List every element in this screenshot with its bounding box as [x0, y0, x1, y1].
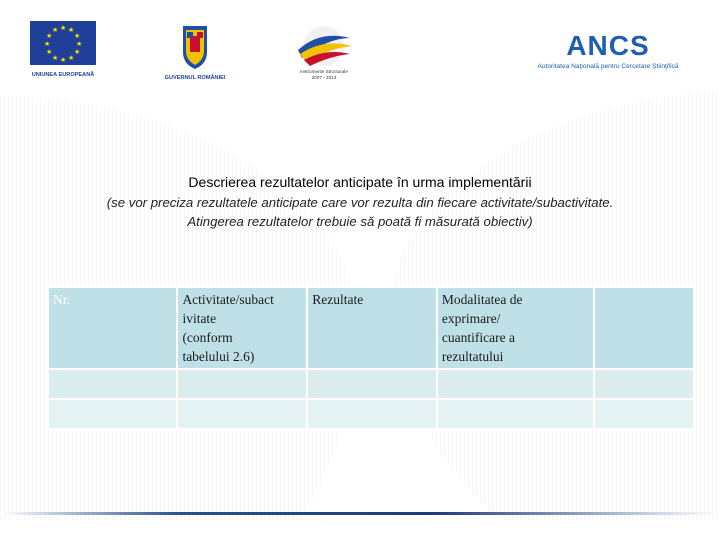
section-subtitle: [0, 193, 720, 231]
eu-flag-logo: [28, 21, 98, 81]
struct-caption-line2: 2007 - 2013: [311, 75, 337, 80]
table-row: [48, 399, 694, 429]
gov-caption: GUVERNUL ROMÂNIEI: [164, 75, 226, 81]
table-cell[interactable]: [437, 369, 595, 399]
structural-instruments-logo: [290, 20, 358, 82]
table-cell[interactable]: [437, 399, 595, 429]
header-activity-line: (conform: [182, 330, 233, 345]
table-cell[interactable]: [307, 399, 437, 429]
header-results: Rezultate: [307, 287, 437, 369]
table-cell[interactable]: [48, 399, 177, 429]
header-quantification-line: rezultatului: [441, 349, 504, 364]
svg-text:★: ★: [74, 32, 81, 40]
svg-text:★: ★: [52, 26, 59, 34]
ancs-wordmark: ANCS: [566, 30, 650, 61]
eu-caption: UNIUNEA EUROPEANĂ: [31, 72, 95, 78]
table-cell[interactable]: [177, 369, 307, 399]
header-activity-line: Activitate/subact: [182, 292, 274, 307]
table-header-row: [48, 287, 694, 369]
subtitle-line-1: (se vor preciza rezultatele anticipate care vor rezulta din fiecare activitate/subactivitate.: [106, 195, 614, 210]
subtitle-line-2: Atingerea rezultatelor trebuie să poată fi măsurată obiectiv): [187, 214, 533, 229]
table-row: [48, 369, 694, 399]
footer-bar: [0, 512, 720, 515]
header-activity: [177, 287, 307, 369]
svg-text:★: ★: [76, 40, 83, 48]
header-quantification-line: cuantificare a: [441, 330, 515, 345]
svg-text:★: ★: [46, 32, 53, 40]
header-nr: Nr.: [48, 287, 177, 369]
table-cell[interactable]: [307, 369, 437, 399]
header-quantification-line: exprimare/: [441, 311, 501, 326]
table-cell[interactable]: [177, 399, 307, 429]
table-cell[interactable]: [594, 399, 694, 429]
svg-text:★: ★: [60, 24, 67, 32]
svg-text:★: ★: [52, 54, 59, 62]
header-quantification-line: Modalitatea de: [441, 292, 523, 307]
header-activity-line: tabelului 2.6): [182, 349, 255, 364]
table-cell[interactable]: [594, 369, 694, 399]
svg-text:★: ★: [46, 48, 53, 56]
svg-text:★: ★: [68, 26, 75, 34]
ancs-logo: [526, 30, 690, 74]
svg-text:★: ★: [68, 54, 75, 62]
struct-caption-line1: Instrumente Structurale: [300, 69, 348, 74]
header-quantification: [437, 287, 595, 369]
table-cell[interactable]: [48, 369, 177, 399]
section-title: Descrierea rezultatelor anticipate în urma implementării: [188, 174, 532, 190]
svg-text:★: ★: [60, 56, 67, 64]
results-table: [47, 286, 695, 430]
header-extra: [594, 287, 694, 369]
svg-text:★: ★: [44, 40, 51, 48]
header-activity-line: ivitate: [182, 311, 217, 326]
ancs-caption: Autoritatea Naţională pentru Cercetare Ştiinţifică: [537, 63, 679, 70]
government-coat-of-arms-logo: [160, 22, 230, 82]
svg-text:★: ★: [74, 48, 81, 56]
